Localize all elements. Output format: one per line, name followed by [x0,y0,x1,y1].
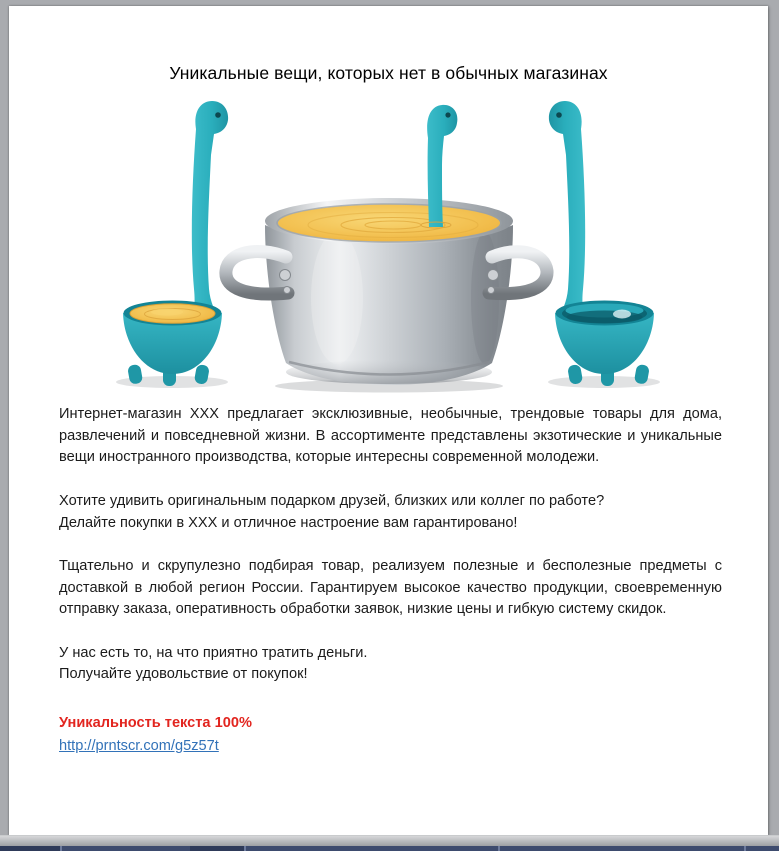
product-photo [97,93,680,393]
nessie-ladles-pot-illustration [97,93,680,393]
paragraph-service: Тщательно и скрупулезно подбирая товар, реализуем полезные и бесполезные предметы с доставкой в любой регион России. Гарантируем высокое качество продукции, своевременную отправку заказа, оперативность обработки заявок, низкие цены и гибкую систему скидок. [59,557,722,618]
taskbar-strip [0,846,779,851]
window-bottom-band [0,835,779,846]
paragraph-offer [59,491,722,534]
paragraph-closing-line-1: У нас есть то, на что приятно тратить деньги. [59,644,368,661]
paragraph-offer-line-2: Делайте покупки в XXX и отличное настроение вам гарантировано! [59,514,518,531]
pot-handle-left [226,252,291,294]
paragraph-closing-line-2: Получайте удовольствие от покупок! [59,666,308,683]
document-title: Уникальные вещи, которых нет в обычных магазинах [169,63,608,83]
document-page [9,6,768,835]
uniqueness-note: Уникальность текста 100% [59,715,252,731]
footer-note [59,712,722,757]
body-text [59,404,722,708]
paragraph-intro: Интернет-магазин XXX предлагает эксклюзивные, необычные, трендовые товары для дома, развлечений и повседневной жизни. В ассортименте представлены экзотические и уникальные вещи иностранного производства, которые интересны современной молодежи. [59,406,722,466]
nessie-ladle-left [123,101,228,386]
nessie-ladle-right [549,101,654,386]
paragraph-offer-line-1: Хотите удивить оригинальным подарком друзей, близких или коллег по работе? [59,492,605,509]
source-link[interactable]: http://prntscr.com/g5z57t [59,737,219,754]
paragraph-closing [59,643,722,686]
soup-pot [226,198,547,385]
pot-handle-right [488,252,548,294]
